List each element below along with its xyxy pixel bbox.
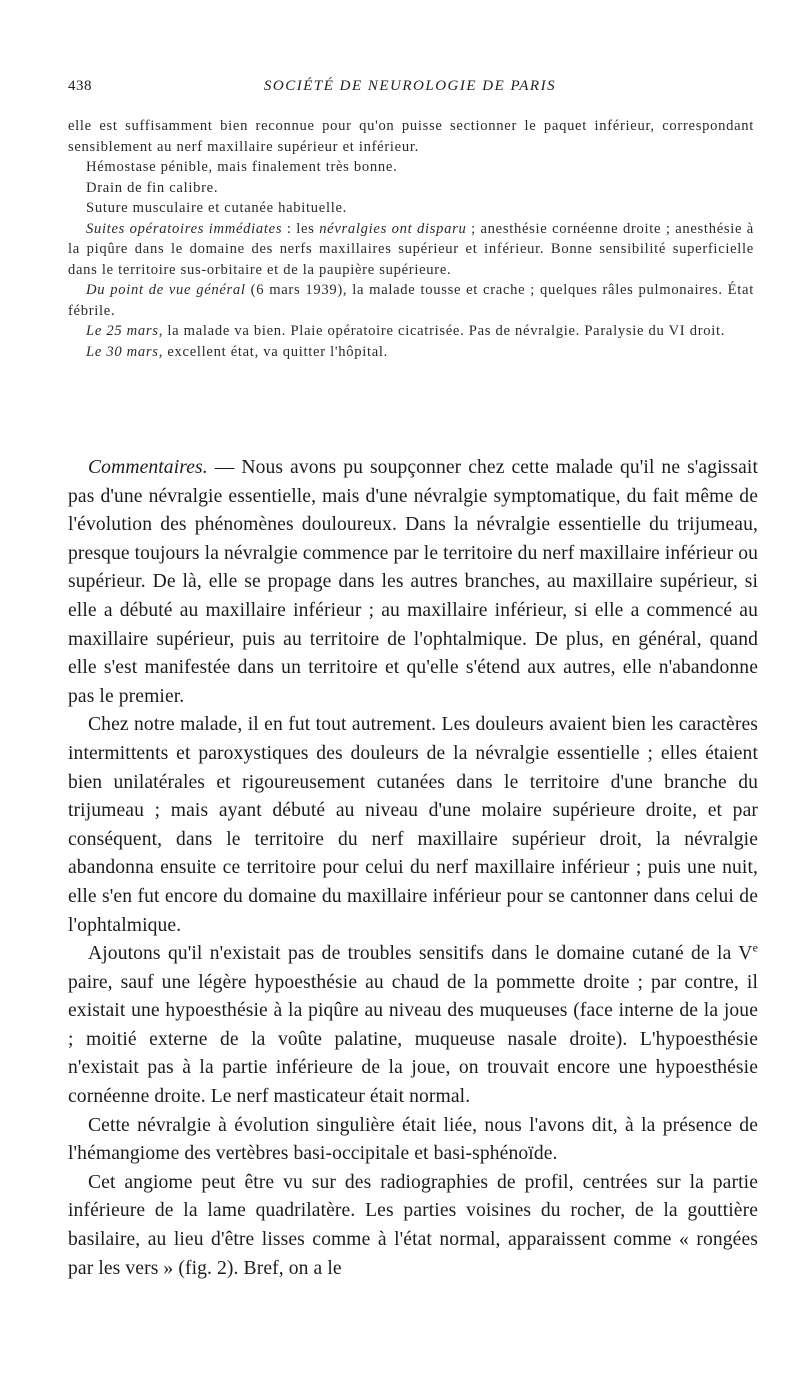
commentary-section [68, 454, 758, 1283]
italic-lead: Le 25 mars [86, 323, 159, 339]
paragraph [68, 454, 758, 711]
superscript: e [752, 940, 758, 955]
italic-lead: Du point de vue général [86, 282, 246, 298]
text-run: — Nous avons pu soupçonner chez cette malade qu'il ne s'agissait pas d'une névralgie essentielle, mais d'une névralgie symptomatique, du fait même de l'évolution des phénomènes douloureux. Dans la névralgie essentielle du trijumeau, presque toujours la névralgie commence par le territoire du nerf maxillaire inférieur ou supérieur. De là, elle se propage dans les autres branches, au maxillaire supérieur, si elle a débuté au maxillaire inférieur ; au maxillaire inférieur, si elle a commencé au maxillaire supérieur, puis au territoire de l'ophtalmique. De plus, en général, quand elle s'est manifestée dans un territoire et qu'elle s'étend aux autres, elle n'abandonne pas le premier. [68, 457, 758, 707]
page-number: 438 [68, 78, 92, 94]
paragraph: Drain de fin calibre. [86, 179, 219, 196]
case-report-notes [68, 116, 754, 362]
paragraph [68, 219, 754, 281]
italic-phrase: névralgies ont disparu [319, 220, 467, 237]
paragraph [68, 321, 754, 342]
text-run: ; anesthésie cornéenne droite ; anesthésie à la piqûre dans le domaine des nerfs maxillaires supérieur et inférieur. Bonne sensibilité superficielle dans le territoire sus-orbitaire et de la paupière supérieure. [68, 220, 754, 278]
paragraph [68, 342, 754, 363]
italic-lead: Le 30 mars [86, 343, 159, 360]
paragraph: Hémostase pénible, mais finalement très bonne. [86, 159, 398, 175]
section-lead: Commentaires. [88, 457, 208, 478]
paragraph: Cette névralgie à évolution singulière était liée, nous l'avons dit, à la présence de l'hémangiome des vertèbres basi-occipitale et basi-sphénoïde. [68, 1114, 758, 1165]
paragraph: Cet angiome peut être vu sur des radiographies de profil, centrées sur la partie inférieure de la lame quadrilatère. Les parties voisines du rocher, de la gouttière basilaire, au lieu d'être lisses comme à l'état normal, apparaissent comme « rongées par les vers » (fig. 2). Bref, on a le [68, 1171, 758, 1279]
paragraph: elle est suffisamment bien reconnue pour qu'on puisse sectionner le paquet inférieur, correspondant sensiblement au nerf maxillaire supérieur et inférieur. [68, 118, 754, 155]
text-run: : les [282, 220, 320, 237]
paragraph: Chez notre malade, il en fut tout autrement. Les douleurs avaient bien les caractères intermittents et paroxystiques des douleurs de la névralgie essentielle ; elles étaient bien unilatérales et rigoureusement cutanées dans le territoire d'une branche du trijumeau ; mais ayant débuté au niveau d'une molaire supérieure droite, et par conséquent, dans le territoire du nerf maxillaire supérieur droit, la névralgie abandonna ensuite ce territoire pour celui du nerf maxillaire inférieur ; puis une nuit, elle s'en fut encore du domaine du maxillaire inférieur pour se cantonner dans celui de l'ophtalmique. [68, 714, 758, 936]
paragraph [68, 940, 758, 1112]
text-run: (6 mars 1939), la malade tousse et crache ; quelques râles pulmonaires. État fébrile. [68, 282, 754, 319]
page-header [68, 78, 752, 102]
paragraph: Suture musculaire et cutanée habituelle. [86, 200, 348, 216]
text-run: , excellent état, va quitter l'hôpital. [158, 343, 388, 360]
paragraph [68, 280, 754, 321]
running-title: SOCIÉTÉ DE NEUROLOGIE DE PARIS [263, 78, 557, 94]
text-run: Ajoutons qu'il n'existait pas de troubles sensitifs dans le domaine cutané de la V [88, 943, 753, 965]
text-run: paire, sauf une légère hypoesthésie au chaud de la pommette droite ; par contre, il existait une hypoesthésie à la piqûre au niveau des muqueuses (face interne de la joue ; moitié externe de la voûte palatine, muqueuse nasale droite). L'hypoesthésie n'existait pas à la partie inférieure de la joue, on trouvait encore une hypoesthésie cornéenne droite. Le nerf masticateur était normal. [68, 971, 758, 1108]
text-run: , la malade va bien. Plaie opératoire cicatrisée. Pas de névralgie. Paralysie du VI droit. [158, 323, 726, 339]
italic-lead: Suites opératoires immédiates [86, 220, 283, 237]
